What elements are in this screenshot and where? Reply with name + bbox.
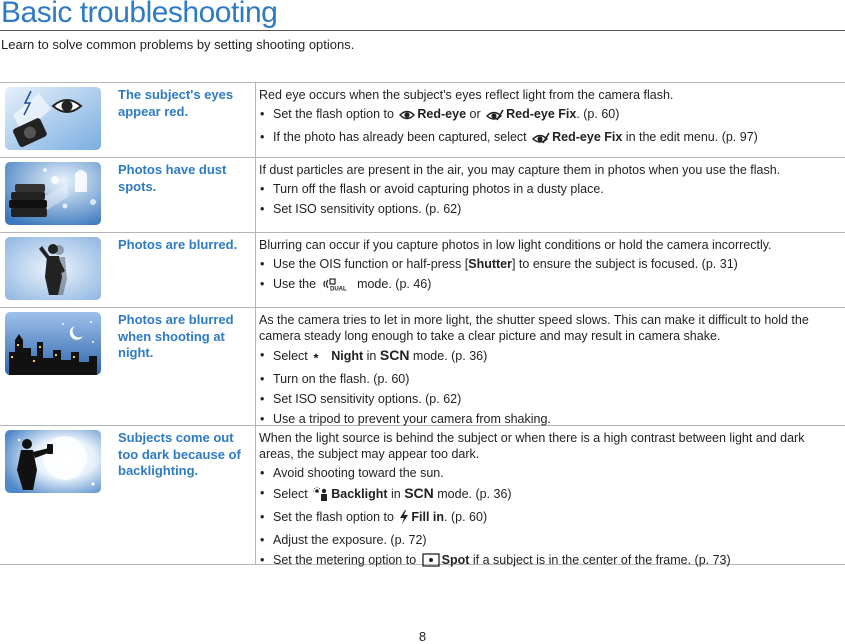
issue-intro: If dust particles are present in the air, you may capture them in photos when you use the flash. <box>259 163 781 177</box>
page-subtitle: Learn to solve common problems by setting shooting options. <box>1 37 355 52</box>
table-row <box>0 83 845 158</box>
issue-intro: As the camera tries to let in more light, the shutter speed slows. This can make it difficult to hold the camera steady long enough to take a clear picture and may result in camera shake. <box>259 313 809 343</box>
list-item: • Turn off the flash or avoid capturing photos in a dusty place. <box>259 181 837 197</box>
spot-metering-icon <box>422 553 440 571</box>
issue-intro: When the light source is behind the subject or when there is a high contrast between light and dark areas, the subject may appear too dark. <box>259 431 805 461</box>
issue-title: Photos have dust spots. <box>118 162 227 194</box>
dual-is-icon <box>322 278 352 295</box>
svg-text:DUAL: DUAL <box>329 286 347 291</box>
solution-list <box>259 181 837 217</box>
solution-list <box>259 465 837 571</box>
scene-mode-icon: SCN <box>379 347 410 363</box>
list-item: • Set ISO sensitivity options. (p. 62) <box>259 201 837 217</box>
red-eye-fix-icon <box>532 132 550 148</box>
list-item: • Use the OIS function or half-press [Shutter] to ensure the subject is focused. (p. 31) <box>259 256 837 272</box>
issue-description <box>259 87 837 152</box>
title-bar <box>0 0 845 31</box>
backlighting-illustration <box>5 430 101 493</box>
list-item: • Adjust the exposure. (p. 72) <box>259 532 837 548</box>
red-eye-fix-icon <box>486 109 504 125</box>
list-item: • Avoid shooting toward the sun. <box>259 465 837 481</box>
table-row <box>0 233 845 308</box>
issue-description <box>259 312 837 431</box>
scene-mode-icon: SCN <box>404 485 434 501</box>
list-item: • If the photo has already been captured, select Red-eye Fix in the edit menu. (p. 97) <box>259 129 837 148</box>
table-row <box>0 308 845 426</box>
table-row <box>0 158 845 233</box>
troubleshooting-table <box>0 82 845 565</box>
solution-list <box>259 347 837 427</box>
blurred-photo-illustration <box>5 237 101 300</box>
backlight-icon <box>313 487 329 505</box>
issue-title: Photos are blurred. <box>118 237 238 252</box>
page-title: Basic troubleshooting <box>1 0 278 29</box>
issue-title: Photos are blurred when shooting at night. <box>118 312 234 360</box>
list-item: • Select Night in SCN mode. (p. 36) <box>259 347 837 367</box>
solution-list <box>259 106 837 148</box>
solution-list <box>259 256 837 295</box>
issue-intro: Red eye occurs when the subject's eyes reflect light from the camera flash. <box>259 88 674 102</box>
night-scene-illustration <box>5 312 101 375</box>
list-item: • Set the metering option to Spot if a subject is in the center of the frame. (p. 73) <box>259 552 837 571</box>
night-icon <box>313 349 329 367</box>
list-item: • Set the flash option to Fill in. (p. 60) <box>259 509 837 528</box>
list-item: • Set the flash option to Red-eye or Red-eye Fix. (p. 60) <box>259 106 837 125</box>
page-number: 8 <box>418 629 427 644</box>
red-eye-icon <box>399 109 415 125</box>
dust-spots-illustration <box>5 162 101 225</box>
list-item: • Use a tripod to prevent your camera from shaking. <box>259 411 837 427</box>
list-item: • Select Backlight in SCN mode. (p. 36) <box>259 485 837 505</box>
list-item: • Set ISO sensitivity options. (p. 62) <box>259 391 837 407</box>
list-item: • Use the DUAL mode. (p. 46) <box>259 276 837 295</box>
issue-title: Subjects come out too dark because of backlighting. <box>118 430 241 478</box>
red-eye-illustration <box>5 87 101 150</box>
fill-in-flash-icon <box>399 510 409 528</box>
issue-description <box>259 237 837 299</box>
list-item: • Turn on the flash. (p. 60) <box>259 371 837 387</box>
issue-description <box>259 162 837 221</box>
table-row <box>0 426 845 565</box>
issue-intro: Blurring can occur if you capture photos in low light conditions or hold the camera incorrectly. <box>259 238 772 252</box>
issue-description <box>259 430 837 575</box>
issue-title: The subject's eyes appear red. <box>118 87 234 119</box>
